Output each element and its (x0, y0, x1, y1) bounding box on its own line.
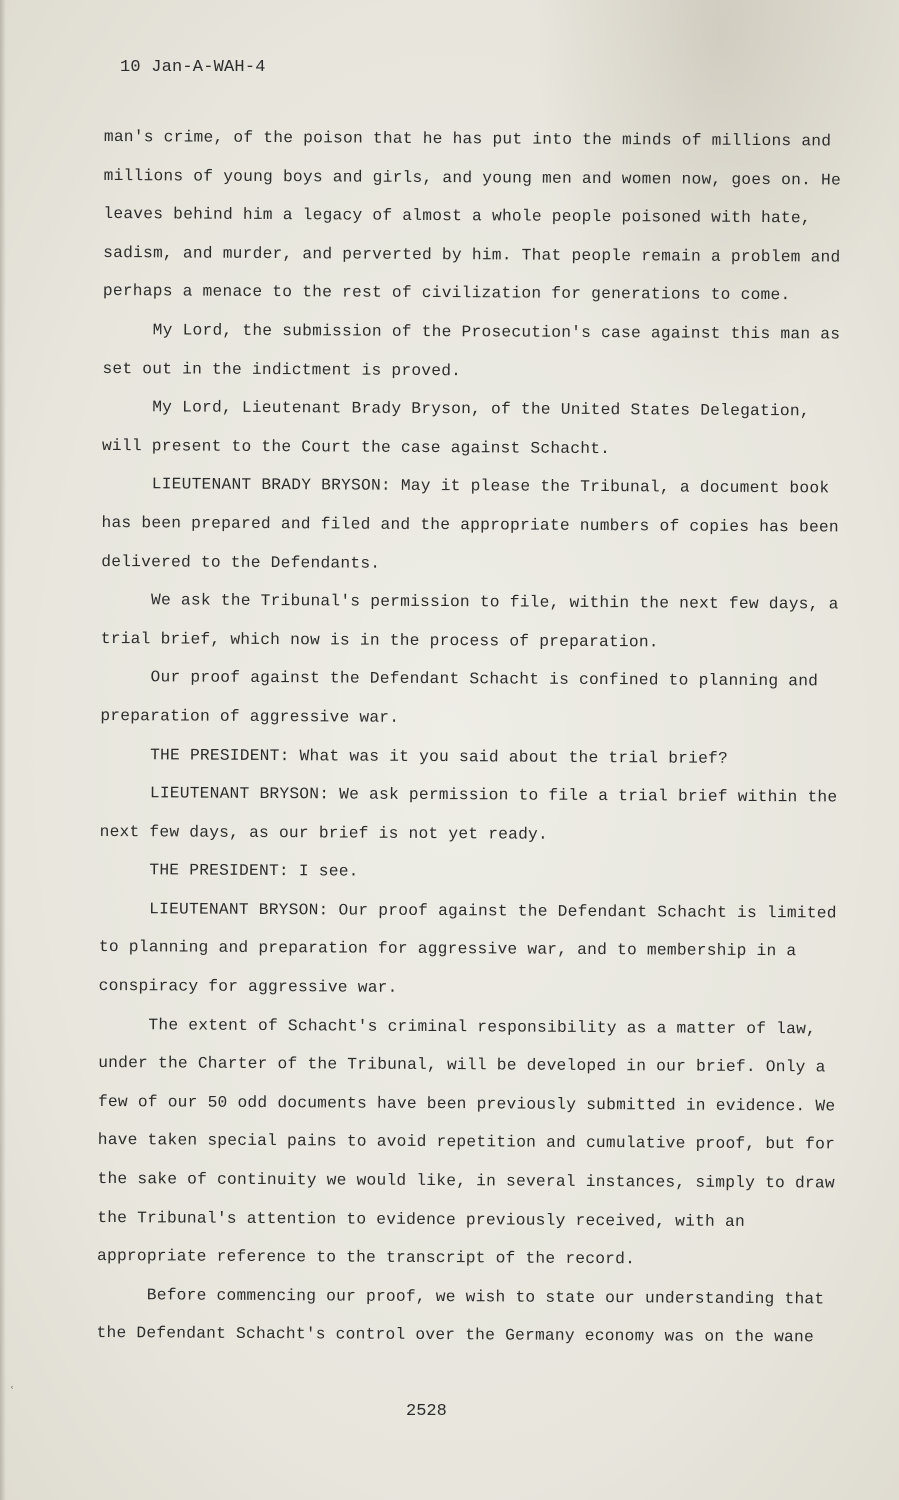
paragraph-4: LIEUTENANT BRADY BRYSON: May it please the Tribunal, a document book has been prepared and filed and the appropriate numbers of copies has been delivered to the Defendants. (101, 475, 849, 573)
paragraph-5: We ask the Tribunal's permission to file, within the next few days, a trial brief, which now is in the process of preparation. (100, 591, 849, 652)
paragraph-7: THE PRESIDENT: What was it you said about the trial brief? (150, 745, 729, 768)
paragraph-1: man's crime, of the poison that he has put into the minds of millions and millions of young boys and girls, and young men and women now, goes on. He leaves behind him a legacy of almost a whole people poisoned with hate, sadism, and murder, and perverted by him. That people remain a problem and perhaps a menace to the rest of civilization for generations to come. (102, 127, 852, 305)
page-edge-shadow (0, 0, 6, 1500)
paragraph-10: LIEUTENANT BRYSON: Our proof against the Defendant Schacht is limited to planning and preparation for aggressive war, and to membership in a conspiracy for aggressive war. (98, 900, 847, 997)
paragraph-9: THE PRESIDENT: I see. (149, 861, 359, 881)
paragraph-6: Our proof against the Defendant Schacht is confined to planning and preparation of aggressive war. (100, 668, 829, 727)
paragraph-2: My Lord, the submission of the Prosecution's case against this man as set out in the indictment is proved. (102, 321, 851, 380)
paragraph-3: My Lord, Lieutenant Brady Bryson, of the United States Delegation, will present to the Court the case against Schacht. (101, 398, 820, 458)
margin-ink-mark: ˓ (8, 1378, 17, 1394)
transcript-body (96, 118, 852, 1357)
paragraph-11: The extent of Schacht's criminal responsibility as a matter of law, under the Charter of the Tribunal, will be developed in our brief. Only a few of our 50 odd documents have been previously submitted in evidence. We have taken special pains to avoid repetition and cumulative proof, but for the sake of continuity we would like, in several instances, simply to draw the Tribunal's attention to evidence previously received, with an appropriate reference to the transcript of the record. (96, 1015, 846, 1269)
paragraph-12: Before commencing our proof, we wish to state our understanding that the Defendant Schacht's control over the Germany economy was on the wane (96, 1286, 835, 1347)
page-number: 2528 (406, 1402, 447, 1421)
page-header-reference: 10 Jan-A-WAH-4 (120, 58, 266, 77)
paragraph-8: LIEUTENANT BRYSON: We ask permission to file a trial brief within the next few days, as our brief is not yet ready. (99, 784, 848, 844)
